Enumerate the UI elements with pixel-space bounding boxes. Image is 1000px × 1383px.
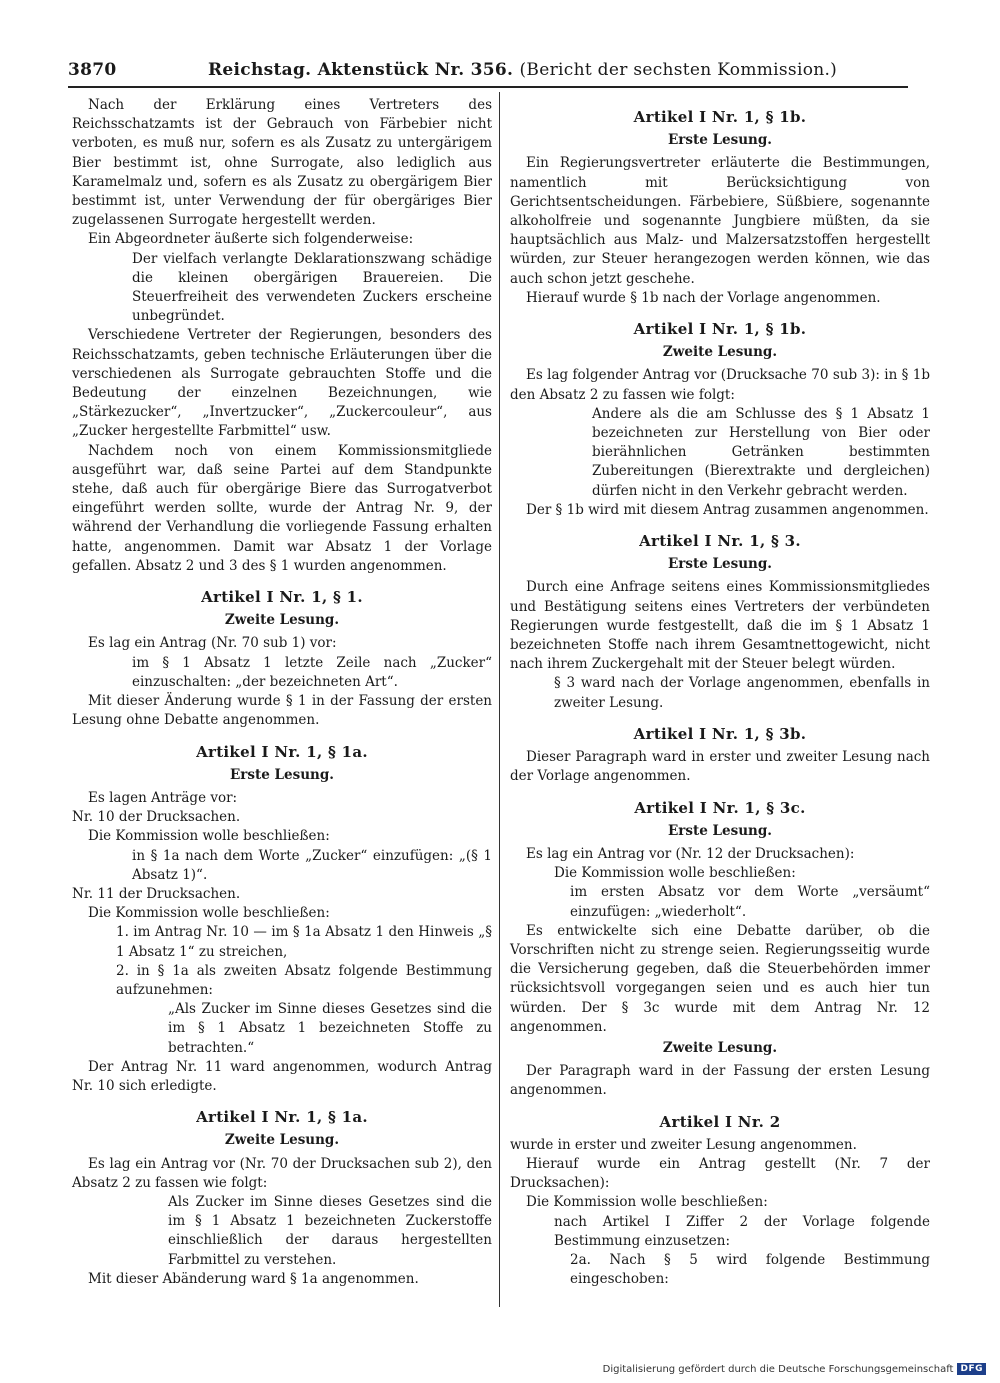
paragraph: Verschiedene Vertreter der Regierungen, besonders des Reichsschatzamts, geben technische Erläuterungen über die verschiedenen als Surrogate gebrauchten Stoffe und die Bedeutung der einzelnen Bezeichnungen, wie „Stärkezucker“, „Invertzucker“, „Zuckercouleur“, aus „Zucker hergestellte Farbmittel“ usw. [72, 327, 492, 440]
dfg-logo: DFG [957, 1363, 986, 1375]
subsection-heading: Erste Lesung. [668, 132, 772, 149]
paragraph: Nach der Erklärung eines Vertreters des Reichsschatzamts ist der Gebrauch von Färbebier nicht verboten, es muß nur, sofern es als Zusatz zu untergärigem Bier bestimmt ist, ohne Surrogate, also lediglich aus Karamelmalz und, sofern es als Zusatz zu obergärigem Bier bestimmt ist, unter Verwendung der für obergäriges Bier zugelassenen Surrogate hergestellt werden. [72, 97, 492, 229]
paragraph: 2a. Nach § 5 wird folgende Bestimmung eingeschoben: [570, 1251, 930, 1288]
paragraph: Durch eine Anfrage seitens eines Kommissionsmitgliedes und Bestätigung seitens eines Vertreters der verbündeten Regierungen wurde festgestellt, daß die im § 1 Absatz 1 bezeichneten Stoffe nach ihrem Gesamtnettogewicht, nicht nach ihrem Zuckergehalt mit der Steuer belegt würden. [510, 579, 930, 673]
paragraph: im ersten Absatz vor dem Worte „versäumt“ einzufügen: „wiederholt“. [570, 884, 930, 920]
subsection-heading: Zweite Lesung. [224, 612, 340, 629]
paragraph: Der § 1b wird mit diesem Antrag zusammen angenommen. [526, 501, 929, 518]
paragraph: Es lag ein Antrag vor (Nr. 12 der Drucksachen): [526, 845, 855, 862]
section-heading: Artikel I Nr. 1, § 3c. [634, 798, 806, 817]
subsection-heading: Zweite Lesung. [224, 1132, 340, 1149]
paragraph: Die Kommission wolle beschließen: [88, 828, 330, 845]
right-column [510, 96, 930, 1289]
paragraph: Die Kommission wolle beschließen: [554, 865, 796, 882]
subsection-heading: Erste Lesung. [668, 556, 772, 573]
paragraph: Ein Regierungsvertreter erläuterte die Bestimmungen, namentlich mit Berücksichtigung von Gerichtsentscheidungen. Färbebiere, Süßbiere, sogenannte alkoholfreie und sogenannte Jungbiere müßten, da sie hauptsächlich aus Malz- und Malzersatzstoffen hergestellt würden, zur Steuer herangezogen werden können, wie das auch schon jetzt geschehe. [510, 155, 930, 287]
paragraph: 1. im Antrag Nr. 10 — im § 1a Absatz 1 den Hinweis „§ 1 Absatz 1“ zu streichen, [116, 924, 492, 960]
paragraph: Der Paragraph ward in der Fassung der ersten Lesung angenommen. [510, 1063, 930, 1099]
paragraph: Als Zucker im Sinne dieses Gesetzes sind die im § 1 Absatz 1 bezeichneten Zuckerstoffe einschließlich der daraus hergestellten Farbmittel zu verstehen. [168, 1193, 492, 1268]
header-title: Reichstag. Aktenstück Nr. 356. [208, 60, 514, 80]
section-heading: Artikel I Nr. 1, § 1. [201, 588, 363, 607]
paragraph: Mit dieser Abänderung ward § 1a angenommen. [88, 1270, 419, 1287]
subsection-heading: Zweite Lesung. [662, 1039, 778, 1056]
paragraph: Der vielfach verlangte Deklarationszwang schädige die kleinen obergärigen Brauereien. Die Steuerfreiheit des verwendeten Zuckers erscheine unbegründet. [132, 250, 492, 325]
paragraph: wurde in erster und zweiter Lesung angenommen. [510, 1136, 857, 1153]
paragraph: Ein Abgeordneter äußerte sich folgenderweise: [88, 231, 414, 248]
section-heading: Artikel I Nr. 1, § 1a. [196, 1108, 368, 1127]
section-heading: Artikel I Nr. 1, § 1b. [633, 320, 807, 339]
paragraph: Es entwickelte sich eine Debatte darüber, ob die Vorschriften nicht zu strenge seien. Regierungsseitig wurde die Versicherung gegeben, daß die Steuerbehörden immer rücksichtsvoll vorgegangen seien und es auch hier tun würden. Der § 3c wurde mit dem Antrag Nr. 12 angenommen. [510, 922, 930, 1035]
paragraph: Hierauf wurde § 1b nach der Vorlage angenommen. [526, 289, 881, 306]
paragraph: Dieser Paragraph ward in erster und zweiter Lesung nach der Vorlage angenommen. [510, 749, 930, 785]
paragraph: Andere als die am Schlusse des § 1 Absatz 1 bezeichneten zur Herstellung von Bier oder bierähnlichen Getränken bestimmten Zubereitungen (Bierextrakte und dergleichen) dürfen nicht in den Verkehr gebracht werden. [592, 405, 930, 499]
paragraph: Nr. 11 der Drucksachen. [72, 885, 241, 902]
page-number: 3870 [68, 60, 117, 80]
footer-credit: Digitalisierung gefördert durch die Deutsche Forschungsgemeinschaft [602, 1363, 954, 1375]
header-rule [68, 86, 908, 88]
section-heading: Artikel I Nr. 1, § 1a. [196, 742, 368, 761]
paragraph: 2. in § 1a als zweiten Absatz folgende Bestimmung aufzunehmen: [116, 962, 492, 998]
paragraph: Es lagen Anträge vor: [88, 789, 238, 806]
subsection-heading: Erste Lesung. [668, 822, 772, 839]
section-heading: Artikel I Nr. 1, § 1b. [633, 108, 807, 126]
paragraph: Es lag folgender Antrag vor (Drucksache 70 sub 3): in § 1b den Absatz 2 zu fassen wie folgt: [510, 367, 930, 403]
column-divider [499, 92, 500, 1307]
paragraph: § 3 ward nach der Vorlage angenommen, ebenfalls in zweiter Lesung. [554, 675, 930, 711]
paragraph: Der Antrag Nr. 11 ward angenommen, wodurch Antrag Nr. 10 sich erledigte. [72, 1058, 492, 1094]
paragraph: im § 1 Absatz 1 letzte Zeile nach „Zucker“ einzuschalten: „der bezeichneten Art“. [132, 654, 492, 690]
paragraph: „Als Zucker im Sinne dieses Gesetzes sind die im § 1 Absatz 1 bezeichneten Stoffe zu betrachten.“ [168, 1001, 492, 1056]
header-subtitle: (Bericht der sechsten Kommission.) [519, 60, 838, 80]
header-title-line [208, 60, 837, 80]
page-header [68, 58, 908, 84]
paragraph: Die Kommission wolle beschließen: [526, 1194, 768, 1211]
page-footer [603, 1363, 986, 1375]
subsection-heading: Erste Lesung. [230, 766, 334, 783]
paragraph: Nr. 10 der Drucksachen. [72, 809, 241, 826]
paragraph: Hierauf wurde ein Antrag gestellt (Nr. 7 der Drucksachen): [510, 1155, 930, 1192]
paragraph: nach Artikel I Ziffer 2 der Vorlage folgende Bestimmung einzusetzen: [554, 1213, 930, 1249]
paragraph: Mit dieser Änderung wurde § 1 in der Fassung der ersten Lesung ohne Debatte angenommen. [72, 693, 492, 729]
paragraph: in § 1a nach dem Worte „Zucker“ einzufügen: „(§ 1 Absatz 1)“. [132, 847, 492, 883]
paragraph: Es lag ein Antrag vor (Nr. 70 der Drucksachen sub 2), den Absatz 2 zu fassen wie folgt: [72, 1155, 492, 1191]
subsection-heading: Zweite Lesung. [662, 344, 778, 361]
left-column [72, 96, 492, 1289]
paragraph: Die Kommission wolle beschließen: [88, 905, 330, 922]
section-heading: Artikel I Nr. 2 [659, 1112, 781, 1131]
section-heading: Artikel I Nr. 1, § 3b. [633, 724, 807, 743]
paragraph: Nachdem noch von einem Kommissionsmitgliede ausgeführt war, daß seine Partei auf dem Standpunkte stehe, daß auch für obergärige Biere das Surrogatverbot eingeführt werden sollte, wurde der Antrag Nr. 9, der während der Verhandlung die vorliegende Fassung erhalten hatte, angenommen. Damit war Absatz 1 der Vorlage gefallen. Absatz 2 und 3 des § 1 wurden angenommen. [72, 442, 492, 574]
paragraph: Es lag ein Antrag (Nr. 70 sub 1) vor: [88, 635, 337, 652]
section-heading: Artikel I Nr. 1, § 3. [639, 532, 801, 551]
